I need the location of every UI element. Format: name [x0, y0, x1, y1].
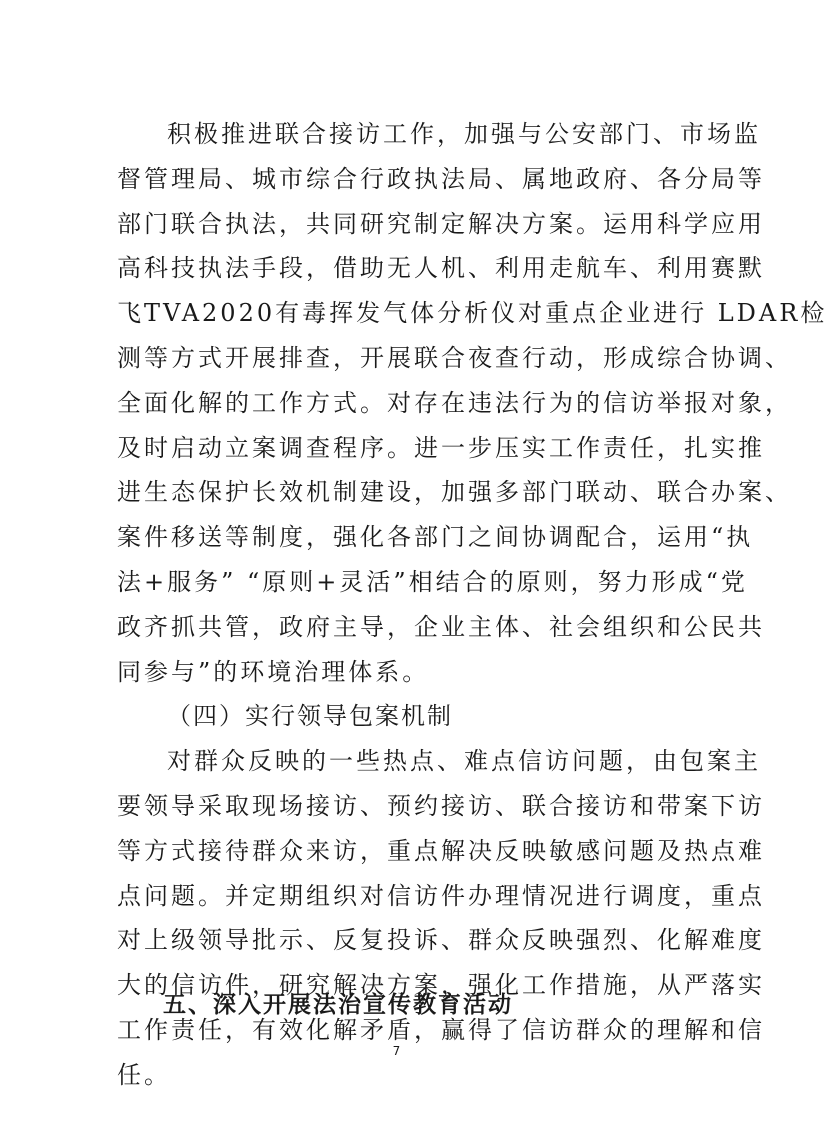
text-line: 政齐抓共管，政府主导，企业主体、社会组织和公民共: [117, 612, 765, 641]
text-line: 飞TVA2020有毒挥发气体分析仪对重点企业进行 LDAR检: [117, 299, 827, 328]
body-text: [117, 112, 827, 1098]
text-line: 及时启动立案调查程序。进一步压实工作责任，扎实推: [117, 433, 765, 462]
section-subheading: （四）实行领导包案机制: [167, 702, 453, 731]
text-line: 进生态保护长效机制建设，加强多部门联动、联合办案、: [117, 478, 792, 507]
text-line: 高科技执法手段，借助无人机、利用走航车、利用赛默: [117, 254, 765, 283]
text-line: 全面化解的工作方式。对存在违法行为的信访举报对象，: [117, 388, 792, 417]
text-line: 要领导采取现场接访、预约接访、联合接访和带案下访: [117, 791, 765, 820]
text-line: 大的信访件，研究解决方案，强化工作措施，从严落实: [117, 971, 765, 1000]
text-line: 工作责任，有效化解矛盾，赢得了信访群众的理解和信: [117, 1015, 765, 1044]
text-line: 部门联合执法，共同研究制定解决方案。运用科学应用: [117, 209, 765, 238]
text-line: 对群众反映的一些热点、难点信访问题，由包案主: [167, 747, 761, 776]
text-line: 案件移送等制度，强化各部门之间协调配合，运用“执: [117, 523, 754, 552]
text-line: 等方式接待群众来访，重点解决反映敏感问题及热点难: [117, 836, 765, 865]
text-line: 任。: [117, 1060, 171, 1089]
text-line: 积极推进联合接访工作，加强与公安部门、市场监: [167, 120, 761, 148]
page-number: 7: [392, 1044, 401, 1058]
section-heading: 五、深入开展法治宣传教育活动: [163, 992, 513, 1018]
text-line: 对上级领导批示、反复投诉、群众反映强烈、化解难度: [117, 926, 765, 955]
text-line: 测等方式开展排查，开展联合夜查行动，形成综合协调、: [117, 343, 792, 372]
text-line: 点问题。并定期组织对信访件办理情况进行调度，重点: [117, 881, 765, 910]
text-line: 督管理局、城市综合行政执法局、属地政府、各分局等: [117, 164, 765, 193]
text-line: 同参与”的环境治理体系。: [117, 657, 430, 686]
text-line: 法+服务” “原则+灵活”相结合的原则，努力形成“党: [117, 567, 748, 596]
